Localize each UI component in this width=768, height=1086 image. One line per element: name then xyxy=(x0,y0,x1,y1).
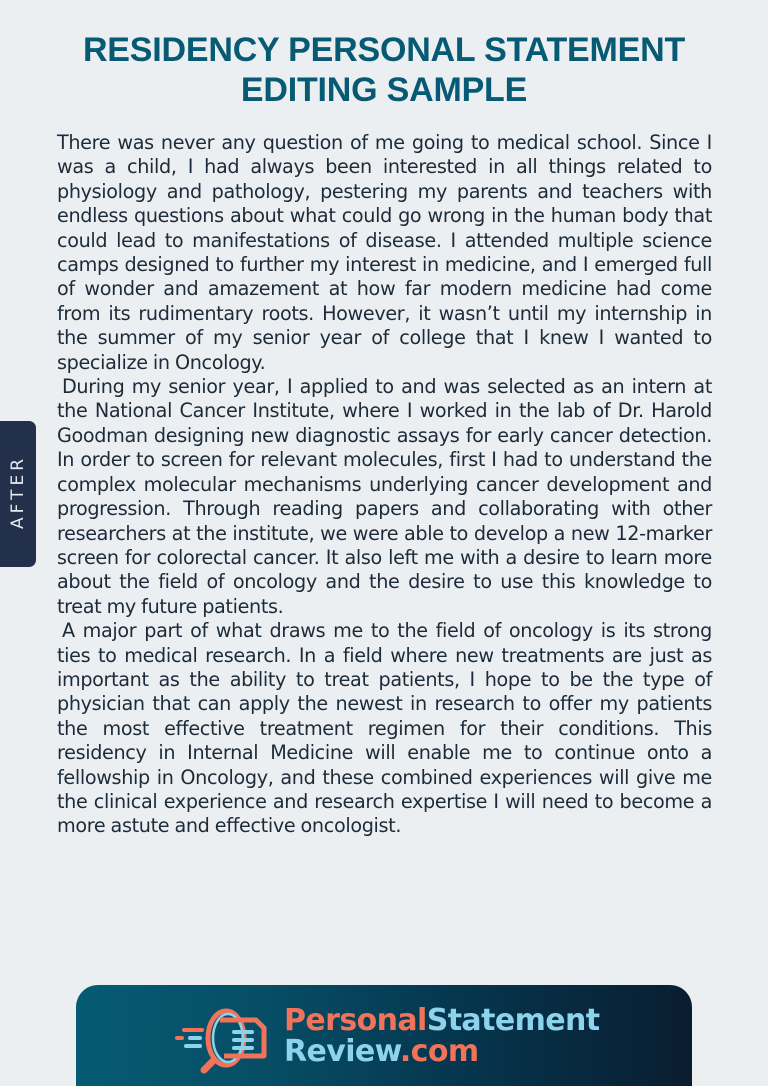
page-title-line-1: RESIDENCY PERSONAL STATEMENT xyxy=(82,31,686,69)
personal-statement-text xyxy=(57,131,712,839)
page-title-line-2: EDITING SAMPLE xyxy=(240,71,528,109)
brand-logo[interactable] xyxy=(168,998,599,1074)
wordmark-statement: Statement xyxy=(426,1003,600,1038)
after-tab-label: AFTER xyxy=(8,454,29,530)
paragraph-3: A major part of what draws me to the field of oncology is its strong ties to medical research. In a field where new treatments are just as important as the ability to treat patients, I hope to be the type of physician that can apply the newest in research to offer my patients the most effective treatment regimen for their conditions. This residency in Internal Medicine will enable me to continue onto a fellowship in Oncology, and these combined experiences will give me the clinical experience and research expertise I will need to become a more astute and effective oncologist. xyxy=(57,619,712,838)
after-version-tab xyxy=(0,421,36,567)
brand-wordmark xyxy=(284,1005,599,1067)
wordmark-dotcom: .com xyxy=(399,1034,479,1069)
wordmark-line-2 xyxy=(284,1036,599,1067)
wordmark-review: Review xyxy=(284,1034,400,1069)
wordmark-line-1 xyxy=(284,1005,599,1036)
magnifier-document-icon xyxy=(168,998,280,1074)
paragraph-2: During my senior year, I applied to and was selected as an intern at the National Cancer Institute, where I worked in the lab of Dr. Harold Goodman designing new diagnostic assays for early cancer detection. In order to screen for relevant molecules, first I had to understand the complex molecular mechanisms underlying cancer development and progression. Through reading papers and collaborating with other researchers at the institute, we were able to develop a new 12-marker screen for colorectal cancer. It also left me with a desire to learn more about the field of oncology and the desire to use this knowledge to treat my future patients. xyxy=(57,375,712,618)
footer-banner xyxy=(76,985,692,1086)
wordmark-personal: Personal xyxy=(284,1003,427,1038)
paragraph-1: There was never any question of me going to medical school. Since I was a child, I had always been interested in all things related to physiology and pathology, pestering my parents and teachers with endless questions about what could go wrong in the human body that could lead to manifestations of disease. I attended multiple science camps designed to further my interest in medicine, and I emerged full of wonder and amazement at how far modern medicine had come from its rudimentary roots. However, it wasn’t until my internship in the summer of my senior year of college that I knew I wanted to specialize in Oncology. xyxy=(57,131,712,374)
page-title xyxy=(0,30,768,110)
